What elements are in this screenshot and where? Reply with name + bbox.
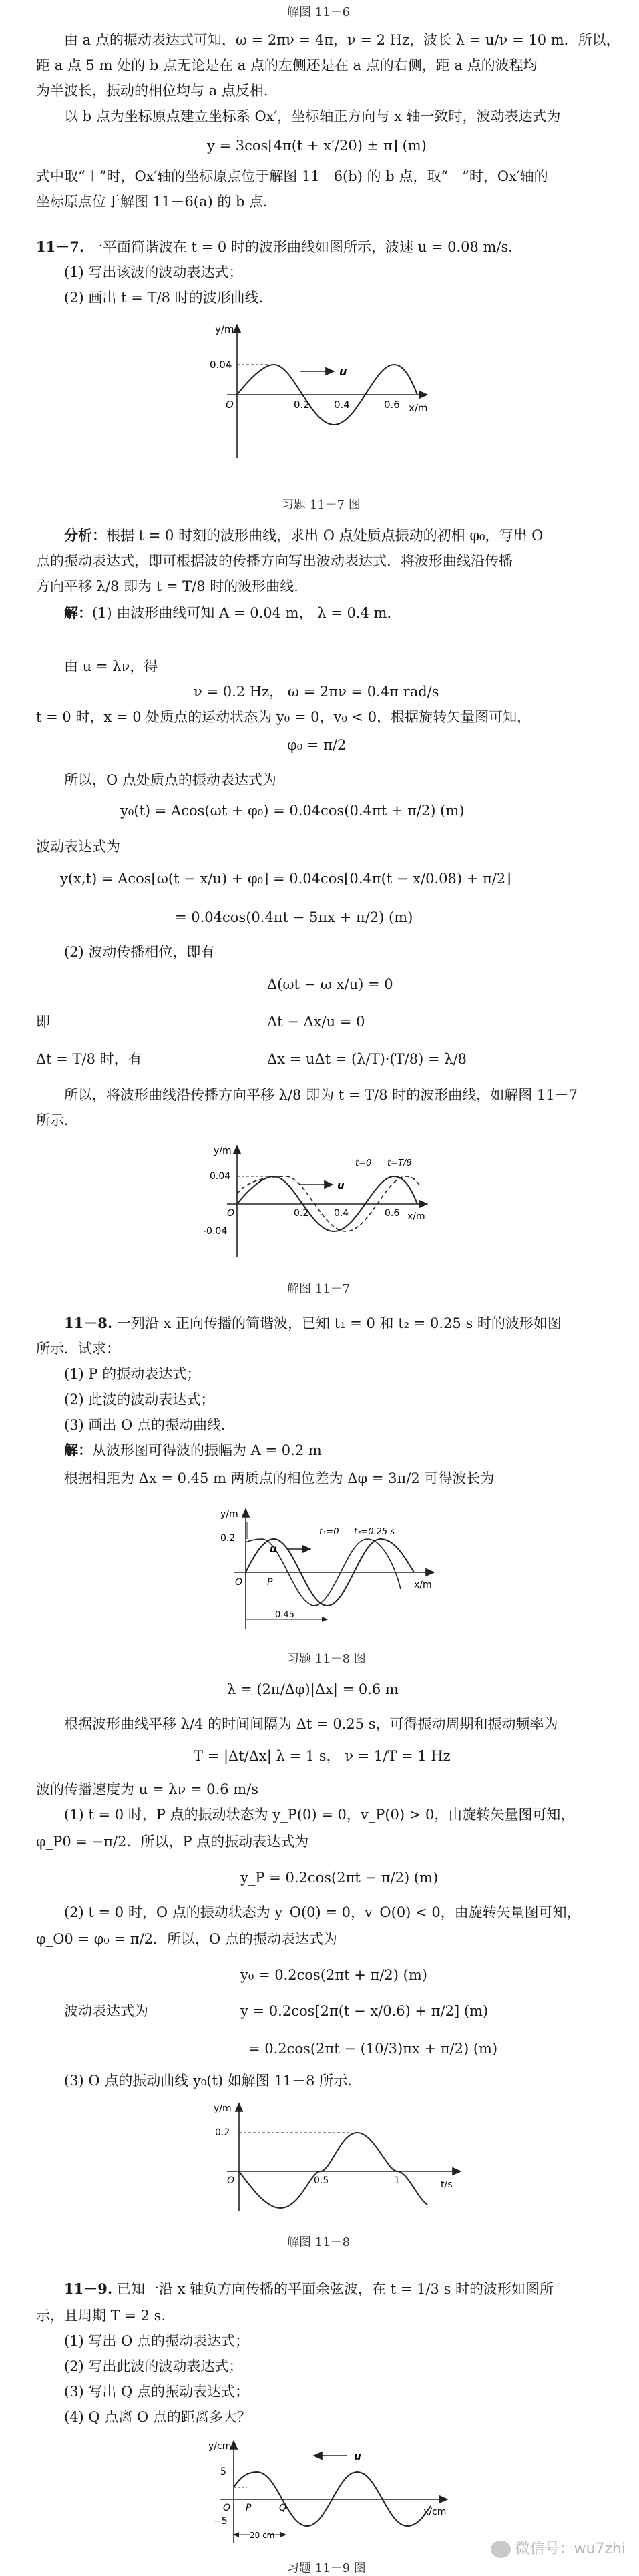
velocity-label: u <box>270 1543 277 1555</box>
q9-item-3: (3) 写出 Q 点的振动表达式； <box>64 2384 249 2400</box>
figure-11-7 <box>200 318 441 478</box>
q8-number: 11－8. <box>64 1315 113 1331</box>
y-axis-label: y/m <box>214 2103 232 2114</box>
q7-line-ji: 即 <box>36 1014 50 1030</box>
q7-eq-y0: y₀(t) = Acos(ωt + φ₀) = 0.04cos(0.4πt + π/2) (m) <box>120 803 465 819</box>
q9-item-1: (1) 写出 O 点的振动表达式； <box>64 2333 249 2349</box>
q7-eq-wave-2: = 0.04cos(0.4πt − 5πx + π/2) (m) <box>175 909 413 925</box>
point-q-label: Q <box>279 2503 287 2513</box>
q7-solution-1 <box>64 601 638 625</box>
s6-line-3: 为半波长，振动的相位均与 a 点反相． <box>36 83 278 99</box>
solution-text-1: 从波形图可得波的振幅为 A = 0.2 m <box>92 1442 322 1458</box>
q8-eq-wave-1: y = 0.2cos[2π(t − x/0.6) + π/2] (m) <box>240 2003 489 2019</box>
q7-eq-wave-1: y(x,t) = Acos[ω(t − x/u) + φ₀] = 0.04cos[0.4π(t − x/0.08) + π/2] <box>60 871 511 887</box>
label-t8: t=T/8 <box>387 1158 412 1168</box>
q7-line-dt: Δt = T/8 时，有 <box>36 1051 142 1067</box>
q7-line-so: 所以，O 点处质点的振动表达式为 <box>64 772 276 788</box>
q7-number: 11－7. <box>36 238 85 255</box>
velocity-label: u <box>339 365 347 378</box>
q8-statement-2: 所示．试求： <box>36 1341 120 1357</box>
label-t1: t₁=0 <box>319 1527 339 1537</box>
q8-line-wave: 波动表达式为 <box>64 2003 148 2019</box>
distance-label: 20 cm <box>250 2531 275 2540</box>
q7-eq-delta-2: Δt − Δx/u = 0 <box>267 1014 365 1030</box>
q8-item-3: (3) 画出 O 点的振动曲线． <box>64 1417 235 1433</box>
origin-label: O <box>226 399 234 411</box>
neg-amplitude-label: −5 <box>214 2516 228 2527</box>
q9-number: 11－9. <box>64 2280 113 2297</box>
figure-caption-q9: 习题 11－9 图 <box>287 2561 366 2575</box>
x-axis-label: x/cm <box>423 2507 447 2517</box>
t-axis-label: t/s <box>441 2179 453 2190</box>
q7-eq-phi: φ₀ = π/2 <box>287 737 347 753</box>
tick-0-4: 0.4 <box>334 399 350 411</box>
origin-label: O <box>235 1577 243 1588</box>
y-axis-label: y/m <box>214 1146 232 1156</box>
q8-line-t: 根据波形曲线平移 λ/4 的时间间隔为 Δt = 0.25 s，可得振动周期和振动频率为 <box>64 1716 558 1732</box>
tick-0-6: 0.6 <box>385 1208 400 1219</box>
solution-label: 解： <box>64 1442 92 1458</box>
q8-eq-T: T = |Δt/Δx| λ = 1 s， ν = 1/T = 1 Hz <box>194 1748 451 1764</box>
solution-text-1: (1) 由波形曲线可知 A = 0.04 m， λ = 0.4 m. <box>92 605 392 621</box>
solution-label: 解： <box>64 604 92 621</box>
figure-11-9 <box>194 2436 461 2546</box>
analysis-text-1: 根据 t = 0 时刻的波形曲线，求出 O 点处质点振动的初相 φ₀，写出 O <box>106 527 544 544</box>
q9-text: 已知一沿 x 轴负方向传播的平面余弦波，在 t = 1/3 s 时的波形如图所 <box>116 2281 554 2297</box>
y-axis-label: y/m <box>220 1509 238 1520</box>
amplitude-label: 0.04 <box>210 1171 231 1182</box>
q8-eq-yp: y_P = 0.2cos(2πt − π/2) (m) <box>240 1870 439 1886</box>
q8-item-2: (2) 此波的波动表达式； <box>64 1391 215 1408</box>
q7-eq-delta-1: Δ(ωt − ω x/u) = 0 <box>267 976 393 992</box>
figure-caption-11-6: 解图 11－6 <box>287 5 351 19</box>
q7-conclusion-1: 所以，将波形曲线沿传播方向平移 λ/8 即为 t = T/8 时的波形曲线，如解图 11－7 <box>64 1087 578 1103</box>
s6-line-6: 坐标原点位于解图 11－6(a) 的 b 点． <box>36 194 278 210</box>
origin-label: O <box>227 2175 235 2186</box>
origin-label: O <box>223 2503 231 2513</box>
q7-eq-nu: ν = 0.2 Hz， ω = 2πν = 0.4π rad/s <box>194 684 439 700</box>
q7-line-part2: (2) 波动传播相位，即有 <box>64 944 215 960</box>
tick-0-6: 0.6 <box>384 399 400 411</box>
q8-eq-lambda: λ = (2π/Δφ)|Δx| = 0.6 m <box>227 1681 399 1697</box>
solution-caption-q7: 解图 11－7 <box>287 1282 351 1296</box>
y-axis-label: y/m <box>215 323 234 335</box>
dx-label: 0.45 <box>275 1610 294 1620</box>
tick-0-2: 0.2 <box>294 399 310 411</box>
q7-line-u: 由 u = λν，得 <box>64 658 158 674</box>
neg-amplitude-label: -0.04 <box>203 1226 228 1237</box>
q8-line-o1b: φ_O0 = φ₀ = π/2．所以，O 点的振动表达式为 <box>36 1931 337 1947</box>
q9-statement-2: 示，且周期 T = 2 s. <box>36 2308 166 2324</box>
point-p-label: P <box>267 1577 273 1588</box>
amplitude-label: 5 <box>220 2466 226 2477</box>
solution-figure-11-8 <box>194 2098 474 2218</box>
x-axis-label: x/m <box>414 1580 432 1590</box>
velocity-label: u <box>354 2450 361 2462</box>
wechat-icon <box>491 2541 511 2558</box>
y-axis-label: y/cm <box>208 2441 232 2452</box>
q8-line-p1b: φ_P0 = −π/2．所以，P 点的振动表达式为 <box>36 1834 309 1850</box>
q7-conclusion-2: 所示． <box>36 1112 78 1128</box>
tick-0-5: 0.5 <box>314 2175 329 2186</box>
q7-eq-delta-3: Δx = uΔt = (λ/T)·(T/8) = λ/8 <box>267 1051 467 1067</box>
q7-text: 一平面简谐波在 t = 0 时的波形曲线如图所示，波速 u = 0.08 m/s. <box>88 239 513 255</box>
q7-item-1: (1) 写出该波的波动表达式； <box>64 264 243 280</box>
label-t2: t₂=0.25 s <box>354 1527 395 1537</box>
x-axis-label: x/m <box>407 1211 425 1222</box>
q8-line-p1: (1) t = 0 时，P 点的振动状态为 y_P(0) = 0，v_P(0) > 0，由旋转矢量图可知， <box>64 1807 575 1823</box>
amplitude-label: 0.2 <box>215 2127 230 2138</box>
origin-label: O <box>227 1208 235 1219</box>
watermark-text: 微信号：wu7zhi <box>515 2541 626 2557</box>
q8-statement <box>64 1311 638 1335</box>
label-t0: t=0 <box>355 1158 372 1168</box>
s6-line-2: 距 a 点 5 m 处的 b 点无论是在 a 点的左侧还是在 a 点的右侧，距 a 点的波程均 <box>36 57 538 73</box>
q9-statement <box>64 2277 638 2301</box>
amplitude-label: 0.2 <box>220 1533 236 1544</box>
q8-item-1: (1) P 的振动表达式； <box>64 1366 201 1382</box>
q7-statement <box>36 235 610 259</box>
q8-line-u: 波的传播速度为 u = λν = 0.6 m/s <box>36 1781 259 1797</box>
solution-figure-11-7 <box>200 1140 441 1267</box>
tick-0-4: 0.4 <box>334 1208 349 1219</box>
wechat-watermark <box>491 2537 626 2558</box>
x-axis-label: x/m <box>409 402 428 414</box>
q9-item-4: (4) Q 点离 O 点的距离多大？ <box>64 2409 251 2425</box>
solution-caption-q8: 解图 11－8 <box>287 2235 351 2249</box>
q9-item-2: (2) 写出此波的波动表达式； <box>64 2358 243 2374</box>
point-p-label: P <box>246 2503 252 2513</box>
q8-solution-2: 根据相距为 Δx = 0.45 m 两质点的相位差为 Δφ = 3π/2 可得波长为 <box>64 1470 495 1486</box>
q8-line-p3: (3) O 点的振动曲线 y₀(t) 如解图 11－8 所示． <box>64 2073 362 2089</box>
figure-caption-q8: 习题 11－8 图 <box>287 1652 366 1666</box>
s6-line-1: 由 a 点的振动表达式可知，ω = 2πν = 4π，ν = 2 Hz，波长 λ = u/ν = 10 m．所以， <box>64 32 620 48</box>
vibration-curve <box>239 2133 427 2208</box>
q7-analysis-2: 点的振动表达式，即可根据波的传播方向写出波动表达式．将波形曲线沿传播 <box>36 553 513 569</box>
q7-analysis-3: 方向平移 λ/8 即为 t = T/8 时的波形曲线． <box>36 578 308 594</box>
amplitude-label: 0.04 <box>210 359 232 371</box>
q7-line-wave: 波动表达式为 <box>36 839 120 855</box>
figure-caption-q7: 习题 11－7 图 <box>282 498 361 512</box>
tick-1: 1 <box>394 2175 400 2186</box>
s6-equation: y = 3cos[4π(t + x′/20) ± π] (m) <box>207 138 427 154</box>
q8-eq-wave-2: = 0.2cos(2πt − (10/3)πx + π/2) (m) <box>248 2041 498 2057</box>
q7-item-2: (2) 画出 t = T/8 时的波形曲线． <box>64 290 273 306</box>
q8-text: 一列沿 x 正向传播的简谐波，已知 t₁ = 0 和 t₂ = 0.25 s 时的波形如图 <box>116 1315 562 1331</box>
q8-solution-1 <box>64 1438 638 1462</box>
q8-eq-yo: y₀ = 0.2cos(2πt + π/2) (m) <box>240 1967 427 1983</box>
q7-line-t0: t = 0 时，x = 0 处质点的运动状态为 y₀ = 0，v₀ < 0，根据旋转矢量图可知， <box>36 709 531 725</box>
s6-line-5: 式中取“＋”时，Ox′轴的坐标原点位于解图 11－6(b) 的 b 点，取“－”时，Ox′轴的 <box>36 168 548 184</box>
s6-line-4: 以 b 点为坐标原点建立坐标系 Ox′，坐标轴正方向与 x 轴一致时，波动表达式为 <box>64 108 561 124</box>
tick-0-2: 0.2 <box>294 1208 309 1219</box>
figure-11-8 <box>200 1502 447 1643</box>
analysis-label: 分析： <box>64 527 106 544</box>
velocity-label: u <box>337 1179 345 1191</box>
q8-line-o1: (2) t = 0 时，O 点的振动状态为 y_O(0) = 0，v_O(0) < 0，由旋转矢量图可知， <box>64 1904 581 1920</box>
q7-analysis-1 <box>64 523 638 548</box>
